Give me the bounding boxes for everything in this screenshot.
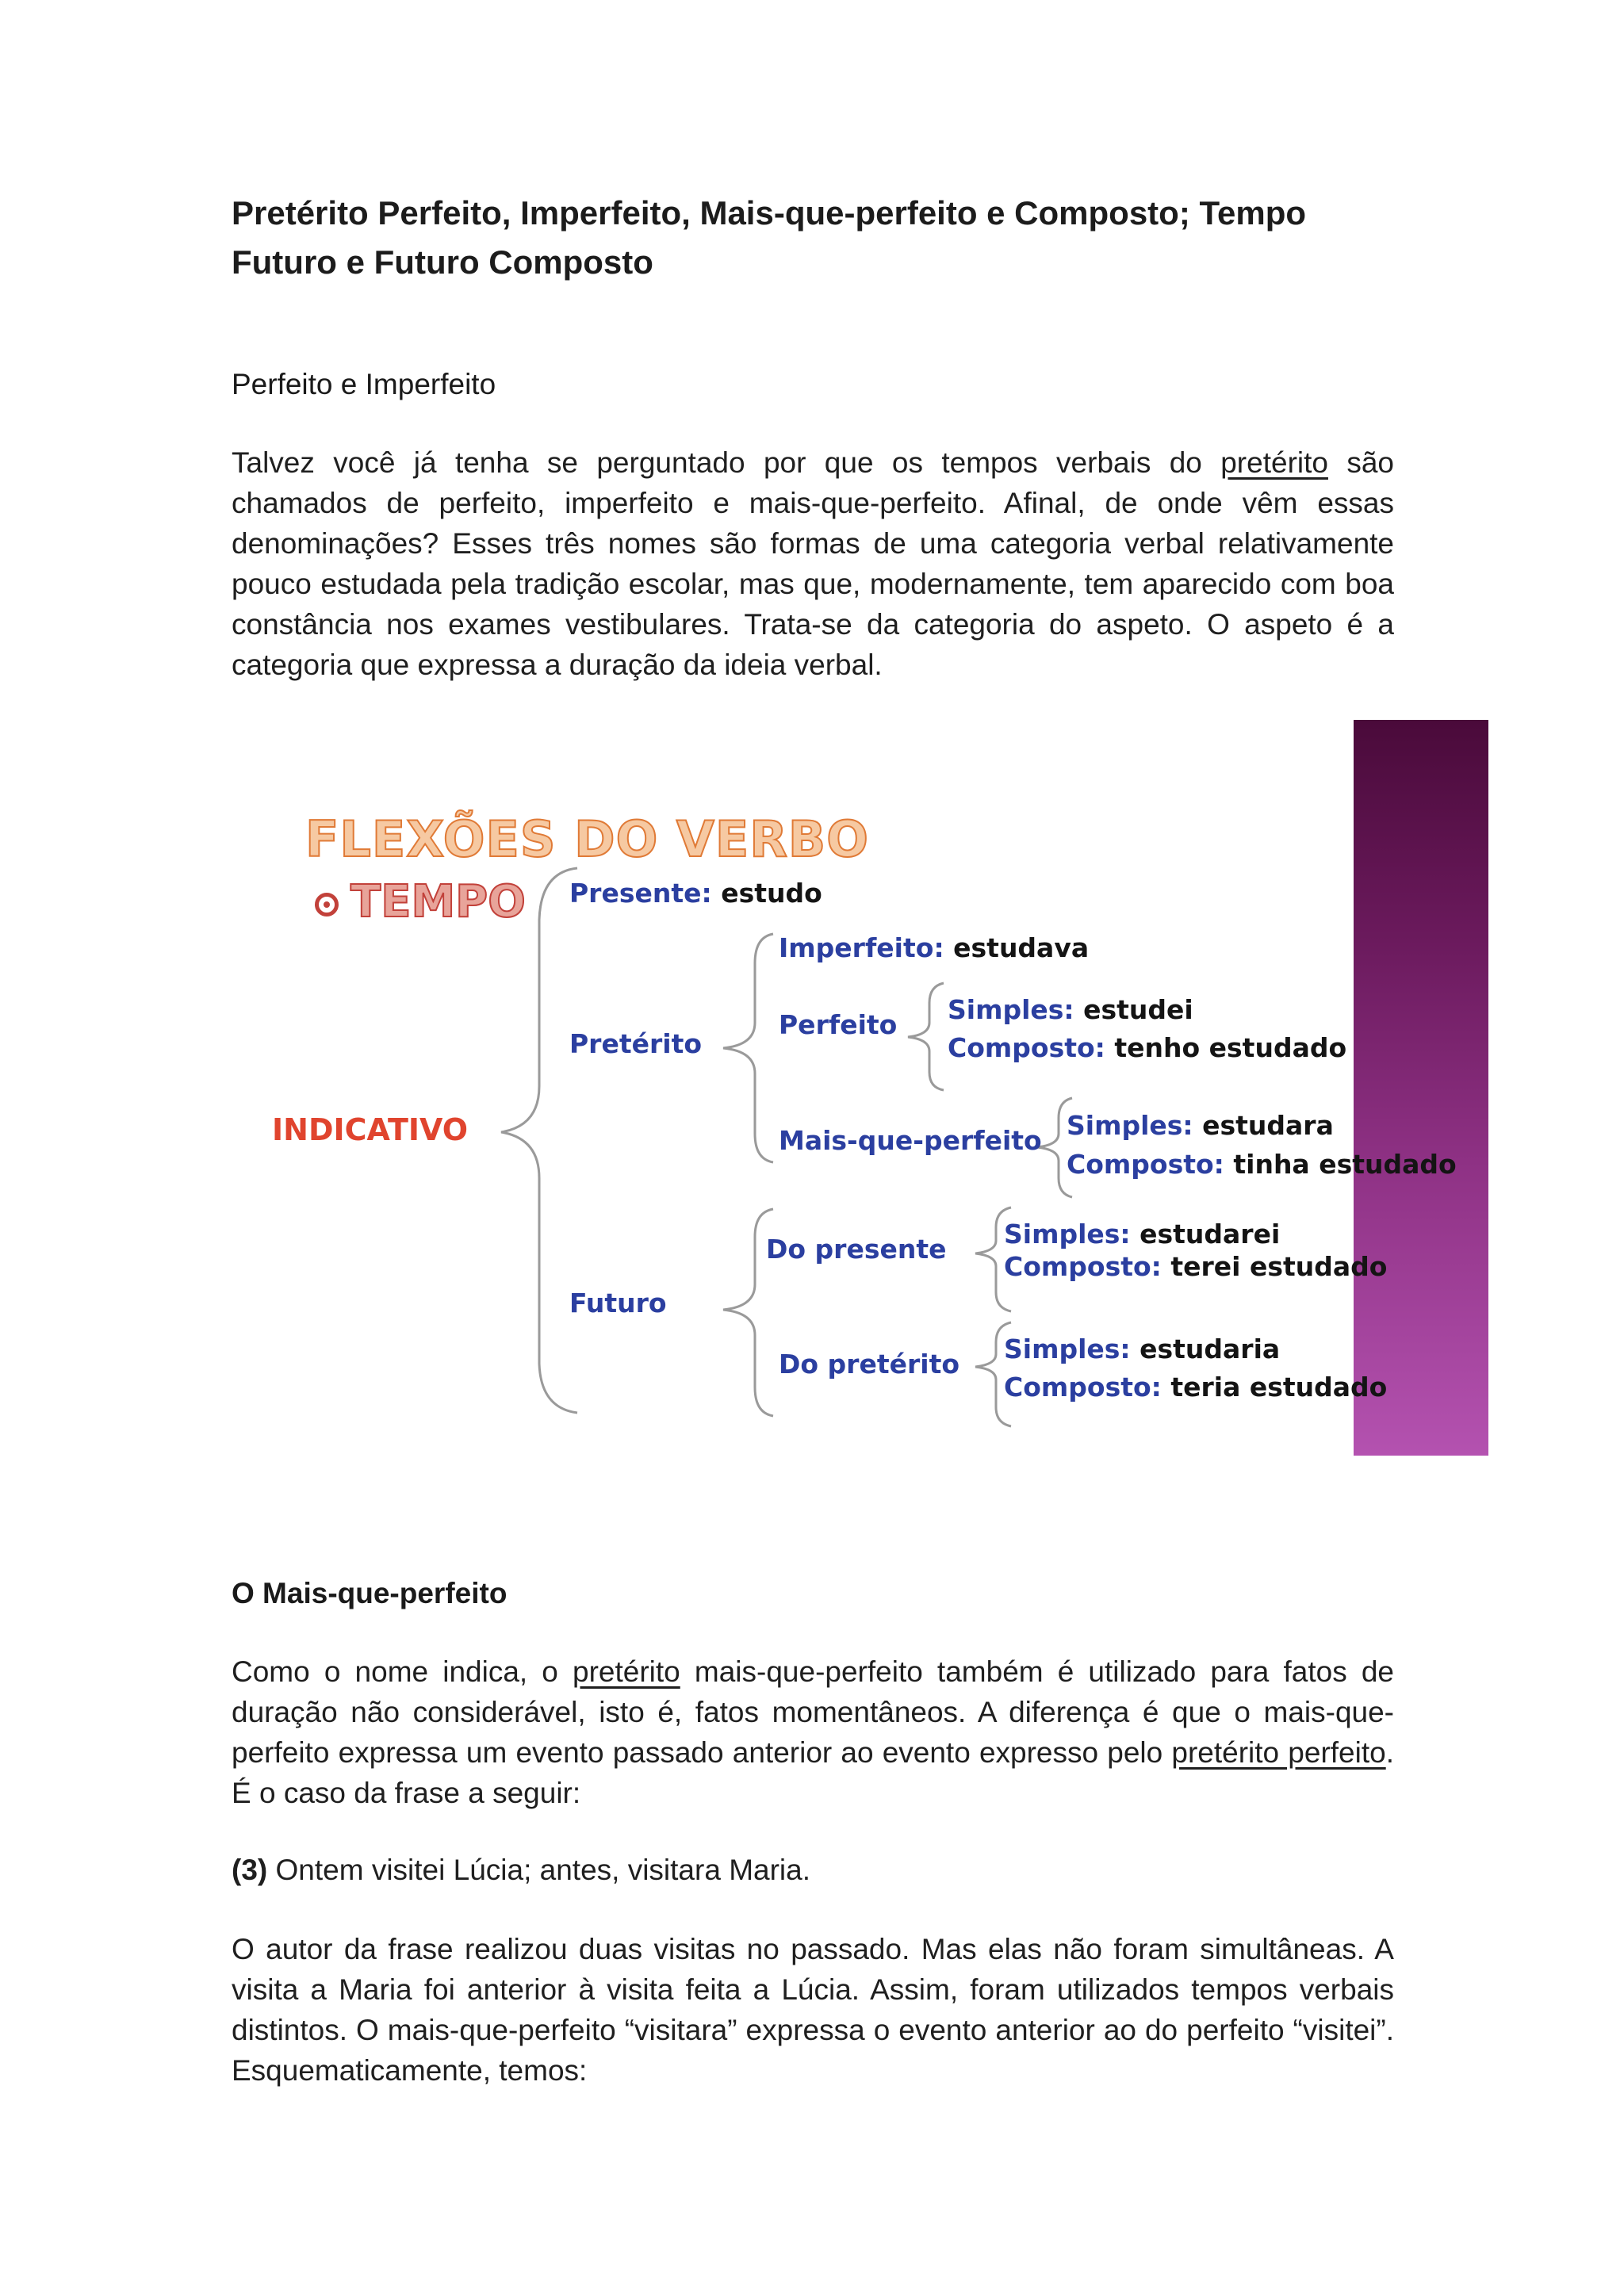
- diagram-fpt-simples: Simples: estudaria: [1004, 1334, 1281, 1364]
- diagram-mais-que-perfeito: Mais-que-perfeito: [779, 1125, 1042, 1156]
- diagram-indicativo: INDICATIVO: [272, 1112, 469, 1147]
- section-heading-perfeito-imperfeito: Perfeito e Imperfeito: [232, 368, 496, 400]
- diagram-perfeito-simples: Simples: estudei: [948, 994, 1193, 1025]
- diagram-fp-composto: Composto: terei estudado: [1004, 1251, 1388, 1282]
- paragraph-mais-que-perfeito: [232, 1651, 1394, 1813]
- diagram-futuro: Futuro: [569, 1288, 667, 1318]
- link-preterito[interactable]: pretérito: [1220, 446, 1328, 479]
- diagram-fpt-composto: Composto: teria estudado: [1004, 1372, 1388, 1402]
- example-sentence: [232, 1850, 1394, 1890]
- link-preterito-perfeito[interactable]: pretérito perfeito: [1171, 1736, 1386, 1769]
- section-heading-mais-que-perfeito: O Mais-que-perfeito: [232, 1577, 508, 1609]
- text-run: Talvez você já tenha se perguntado por que os tempos verbais do: [232, 446, 1221, 479]
- link-preterito[interactable]: pretérito: [573, 1655, 680, 1688]
- diagram-title: FLEXÕES DO VERBO: [305, 810, 869, 868]
- text-run: mais-que-perfeito também é utilizado para fatos de duração não considerável, isto é, fatos momentâneos. A diferença é que o mais-que-perfeito expressa um evento passado anterior ao evento expresso pelo: [232, 1655, 1394, 1769]
- brace-perfeito: [908, 983, 944, 1090]
- paragraph-explanation: O autor da frase realizou duas visitas no passado. Mas elas não foram simultâneas. A visita a Maria foi anterior à visita feita a Lúcia. Assim, foram utilizados tempos verbais distintos. O mais-que-perfeito “visitara” expressa o evento anterior ao do perfeito “visitei”. Esquematicamente, temos:: [232, 1933, 1394, 2087]
- example-text: Ontem visitei Lúcia; antes, visitara Maria.: [267, 1854, 810, 1886]
- bullet-icon: [315, 893, 339, 916]
- decorative-purple-bar: [1354, 720, 1488, 1456]
- diagram-preterito: Pretérito: [569, 1028, 703, 1059]
- text-run: são chamados de perfeito, imperfeito e mais-que-perfeito. Afinal, de onde vêm essas denominações? Esses três nomes são formas de uma categoria verbal relativamente pouco estudada pela tradição escolar, mas que, modernamente, tem aparecido com boa constância nos exames vestibulares. Trata-se da categoria do aspeto. O aspeto é a categoria que expressa a duração da ideia verbal.: [232, 446, 1394, 681]
- brace-preterito: [723, 934, 773, 1162]
- diagram-tempo: TEMPO: [350, 876, 526, 928]
- diagram-perfeito: Perfeito: [779, 1009, 898, 1040]
- diagram-perfeito-composto: Composto: tenho estudado: [948, 1032, 1347, 1063]
- example-number: (3): [232, 1854, 268, 1886]
- diagram-do-presente: Do presente: [766, 1234, 947, 1265]
- brace-main: [501, 868, 577, 1413]
- text-run: . É o caso da frase a seguir:: [232, 1736, 1394, 1809]
- diagram-mqp-simples: Simples: estudara: [1067, 1110, 1334, 1141]
- text-run: Como o nome indica, o: [232, 1655, 573, 1688]
- diagram-presente: Presente: estudo: [569, 878, 822, 909]
- diagram-mqp-composto: Composto: tinha estudado: [1067, 1149, 1457, 1180]
- diagram-fp-simples: Simples: estudarei: [1004, 1219, 1281, 1249]
- diagram-do-preterito: Do pretérito: [779, 1349, 960, 1380]
- paragraph-intro: [232, 442, 1394, 685]
- diagram-imperfeito: Imperfeito: estudava: [779, 932, 1090, 963]
- page-title: Pretérito Perfeito, Imperfeito, Mais-que-perfeito e Composto; Tempo Futuro e Futuro Composto: [232, 194, 1307, 281]
